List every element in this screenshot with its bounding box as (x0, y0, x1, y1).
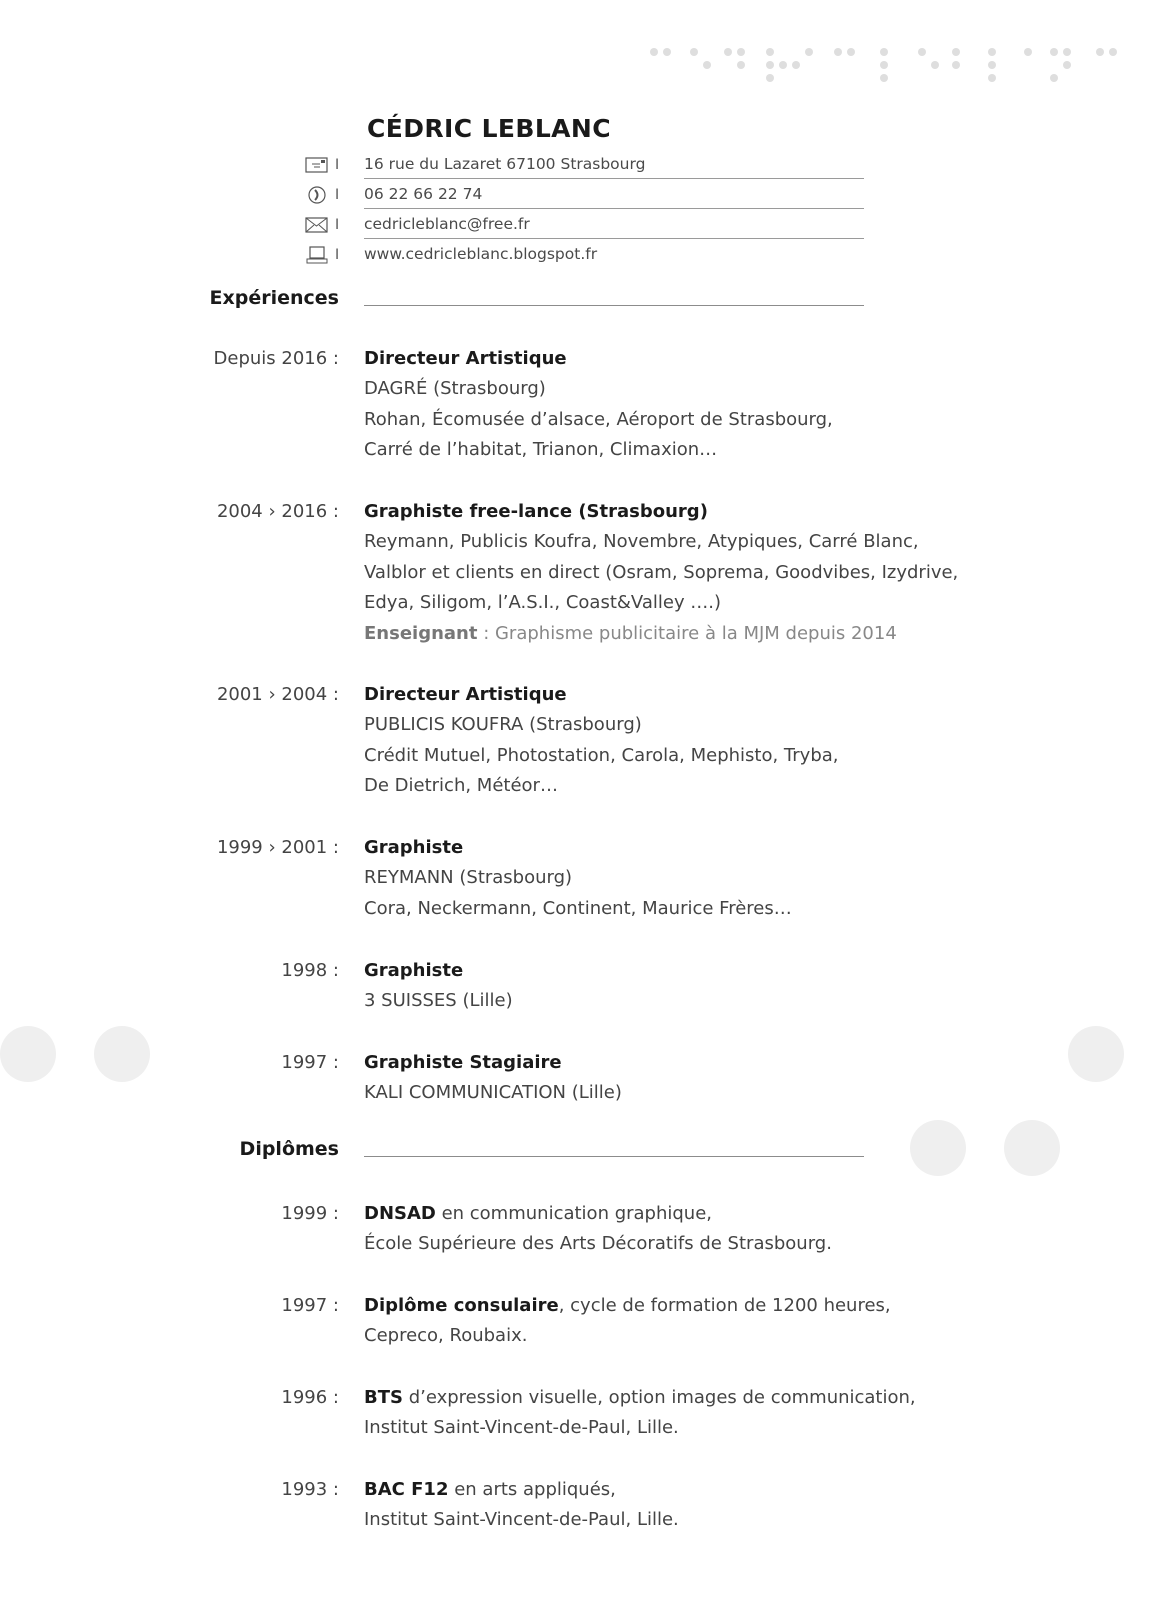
entry-detail: REYMANN (Strasbourg) (364, 867, 573, 889)
diploma-name: BTS (364, 1387, 403, 1408)
contact-phone (0, 180, 1165, 210)
divider (364, 208, 864, 209)
website-link[interactable]: www.cedricleblanc.blogspot.fr (364, 245, 598, 263)
entry-date: 1999 : (281, 1203, 339, 1224)
entry-date: 1997 : (281, 1052, 339, 1073)
diploma-name: Diplôme consulaire (364, 1295, 559, 1316)
entry-date: Depuis 2016 : (213, 348, 339, 369)
entry-role: Graphiste (364, 837, 464, 858)
section-title-experiences: Expériences (209, 287, 339, 309)
entry-date: 1993 : (281, 1479, 339, 1500)
divider (364, 238, 864, 239)
contact-email (0, 210, 1165, 240)
entry-detail: Carré de l’habitat, Trianon, Climaxion… (364, 439, 718, 461)
entry-detail: De Dietrich, Météor… (364, 775, 558, 797)
entry-detail: Cora, Neckermann, Continent, Maurice Frères… (364, 897, 792, 919)
entry-role: Graphiste Stagiaire (364, 1052, 562, 1073)
address-value: 16 rue du Lazaret 67100 Strasbourg (364, 155, 646, 173)
section-title-diplomes: Diplômes (239, 1138, 339, 1160)
diploma-school: École Supérieure des Arts Décoratifs de Strasbourg. (364, 1233, 832, 1255)
entry-date: 1998 : (281, 960, 339, 981)
contact-address (0, 150, 1165, 180)
diploma-school: Institut Saint-Vincent-de-Paul, Lille. (364, 1509, 679, 1531)
entry-detail: KALI COMMUNICATION (Lille) (364, 1082, 622, 1104)
decor-circle (94, 1026, 150, 1082)
envelope-icon (305, 216, 329, 234)
phone-icon (305, 186, 329, 204)
entry-detail: 3 SUISSES (Lille) (364, 990, 513, 1012)
diploma-detail: en arts appliqués, (448, 1479, 616, 1500)
contact-website (0, 240, 1165, 270)
entry-date: 1997 : (281, 1295, 339, 1316)
divider (364, 178, 864, 179)
entry-date: 1999 › 2001 : (216, 837, 339, 858)
postcard-icon (305, 156, 329, 174)
candidate-name: CÉDRIC LEBLANC (367, 114, 611, 143)
diploma-school: Cepreco, Roubaix. (364, 1325, 528, 1347)
entry-date: 2001 › 2004 : (216, 684, 339, 705)
diploma-detail: d’expression visuelle, option images de communication, (402, 1387, 916, 1408)
separator: I (335, 247, 340, 263)
diploma-name: DNSAD (364, 1203, 436, 1224)
entry-detail: Edya, Siligom, l’A.S.I., Coast&Valley ….) (364, 592, 722, 614)
entry-detail: PUBLICIS KOUFRA (Strasbourg) (364, 714, 642, 736)
decor-circle (1068, 1026, 1124, 1082)
separator: I (335, 157, 340, 173)
teaching-label: Enseignant (364, 622, 478, 644)
phone-value[interactable]: 06 22 66 22 74 (364, 185, 483, 203)
decor-circle (0, 1026, 56, 1082)
separator: I (335, 217, 340, 233)
section-divider (364, 305, 864, 306)
diploma-detail: , cycle de formation de 1200 heures, (558, 1295, 891, 1316)
teaching-text: : Graphisme publicitaire à la MJM depuis 2014 (477, 622, 897, 644)
entry-detail: DAGRÉ (Strasbourg) (364, 378, 546, 400)
diploma-name: BAC F12 (364, 1479, 449, 1500)
entry-role: Directeur Artistique (364, 684, 567, 705)
diploma-detail: en communication graphique, (435, 1203, 713, 1224)
teaching-line (364, 619, 897, 649)
entry-detail: Reymann, Publicis Koufra, Novembre, Atypiques, Carré Blanc, (364, 531, 919, 553)
entry-role: Graphiste free-lance (Strasbourg) (364, 501, 708, 522)
braille-decoration (650, 48, 1130, 84)
entry-detail: Rohan, Écomusée d’alsace, Aéroport de Strasbourg, (364, 408, 833, 430)
decor-circle (1004, 1120, 1060, 1176)
entry-role: Graphiste (364, 960, 464, 981)
entry-detail: Crédit Mutuel, Photostation, Carola, Mephisto, Tryba, (364, 744, 839, 766)
entry-date: 2004 › 2016 : (216, 501, 339, 522)
entry-detail: Valblor et clients en direct (Osram, Soprema, Goodvibes, Izydrive, (364, 561, 959, 583)
entry-date: 1996 : (281, 1387, 339, 1408)
diploma-school: Institut Saint-Vincent-de-Paul, Lille. (364, 1417, 679, 1439)
entry-role: Directeur Artistique (364, 348, 567, 369)
separator: I (335, 187, 340, 203)
decor-circle (910, 1120, 966, 1176)
laptop-icon (305, 246, 329, 264)
section-divider (364, 1156, 864, 1157)
email-link[interactable]: cedricleblanc@free.fr (364, 215, 530, 233)
